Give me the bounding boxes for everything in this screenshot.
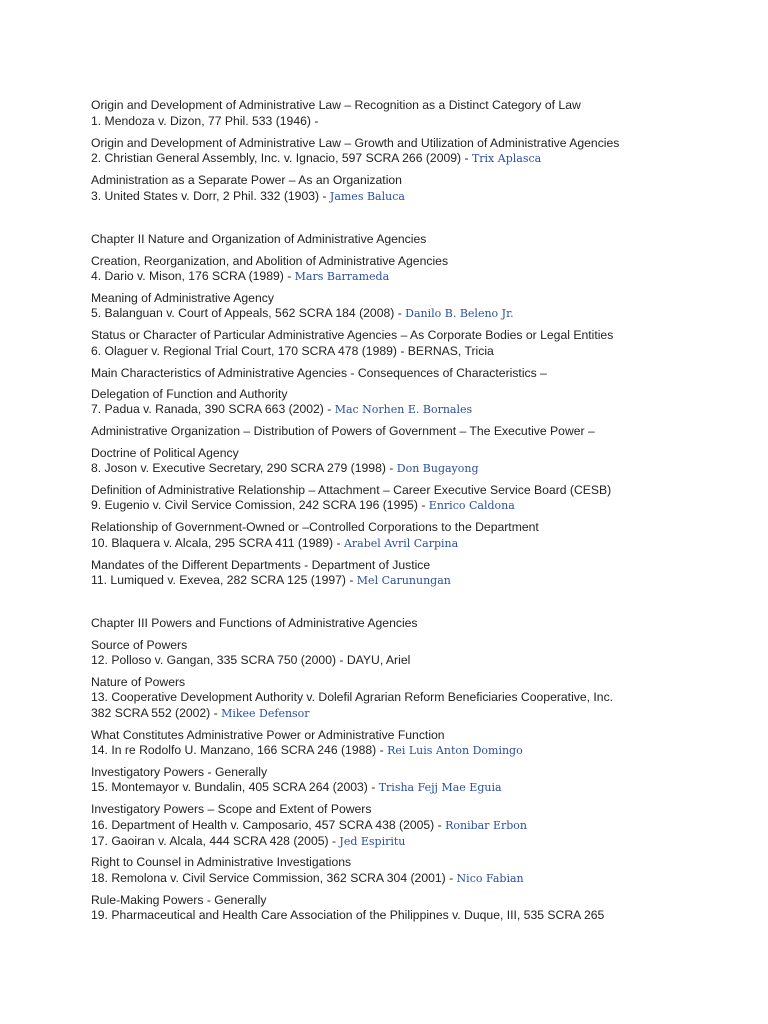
section-heading: Doctrine of Political Agency bbox=[91, 446, 239, 460]
case-entry: 4. Dario v. Mison, 176 SCRA (1989) - Mars Barrameda bbox=[91, 269, 390, 283]
case-entry: 17. Gaoiran v. Alcala, 444 SCRA 428 (2005) - Jed Espiritu bbox=[91, 834, 406, 848]
case-entry: 14. In re Rodolfo U. Manzano, 166 SCRA 246 (1988) - Rei Luis Anton Domingo bbox=[91, 743, 523, 757]
case-entry: 18. Remolona v. Civil Service Commission, 362 SCRA 304 (2001) - Nico Fabian bbox=[91, 871, 524, 885]
assignee-name: Nico Fabian bbox=[456, 872, 524, 885]
section-heading: Investigatory Powers - Generally bbox=[91, 765, 268, 779]
case-entry: 13. Cooperative Development Authority v. Dolefil Agrarian Reform Beneficiaries Cooperative, Inc. bbox=[91, 690, 614, 704]
case-entry: 382 SCRA 552 (2002) - Mikee Defensor bbox=[91, 706, 310, 720]
case-entry: 2. Christian General Assembly, Inc. v. Ignacio, 597 SCRA 266 (2009) - Trix Aplasca bbox=[91, 151, 542, 165]
case-entry: 10. Blaquera v. Alcala, 295 SCRA 411 (1989) - Arabel Avril Carpina bbox=[91, 536, 459, 550]
section-heading: Origin and Development of Administrative Law – Growth and Utilization of Administrative Agencies bbox=[91, 136, 620, 150]
assignee-name: Don Bugayong bbox=[396, 462, 479, 475]
section-heading: Creation, Reorganization, and Abolition of Administrative Agencies bbox=[91, 254, 449, 268]
assignee-name: Mars Barrameda bbox=[294, 270, 390, 283]
section-heading: Mandates of the Different Departments - Department of Justice bbox=[91, 558, 431, 572]
section-heading: Relationship of Government-Owned or –Controlled Corporations to the Department bbox=[91, 520, 539, 534]
assignee-name: James Baluca bbox=[329, 190, 405, 203]
case-entry: 6. Olaguer v. Regional Trial Court, 170 SCRA 478 (1989) - BERNAS, Tricia bbox=[91, 344, 494, 358]
assignee-name: Rei Luis Anton Domingo bbox=[387, 744, 523, 757]
section-heading: Definition of Administrative Relationship – Attachment – Career Executive Service Board (CESB) bbox=[91, 483, 612, 497]
case-entry: 5. Balanguan v. Court of Appeals, 562 SCRA 184 (2008) - Danilo B. Beleno Jr. bbox=[91, 306, 514, 320]
section-heading: Right to Counsel in Administrative Investigations bbox=[91, 855, 352, 869]
case-entry: 12. Polloso v. Gangan, 335 SCRA 750 (2000) - DAYU, Ariel bbox=[91, 653, 411, 667]
section-heading: Administrative Organization – Distribution of Powers of Government – The Executive Power – bbox=[91, 424, 595, 438]
case-entry: 19. Pharmaceutical and Health Care Association of the Philippines v. Duque, III, 535 SCRA 265 bbox=[91, 908, 605, 922]
case-entry: 16. Department of Health v. Camposario, 457 SCRA 438 (2005) - Ronibar Erbon bbox=[91, 818, 527, 832]
case-entry: 7. Padua v. Ranada, 390 SCRA 663 (2002) - Mac Norhen E. Bornales bbox=[91, 402, 473, 416]
assignee-name: Danilo B. Beleno Jr. bbox=[405, 307, 514, 320]
case-entry: 9. Eugenio v. Civil Service Comission, 242 SCRA 196 (1995) - Enrico Caldona bbox=[91, 498, 515, 512]
section-heading: Investigatory Powers – Scope and Extent of Powers bbox=[91, 802, 372, 816]
assignee-name: Ronibar Erbon bbox=[445, 819, 527, 832]
assignee-name: Trisha Fejj Mae Eguia bbox=[378, 781, 502, 794]
section-heading: Administration as a Separate Power – As an Organization bbox=[91, 173, 402, 187]
section-heading: Meaning of Administrative Agency bbox=[91, 291, 274, 305]
assignee-name: Trix Aplasca bbox=[471, 152, 542, 165]
section-heading: Main Characteristics of Administrative Agencies - Consequences of Characteristics – bbox=[91, 366, 547, 380]
section-heading: Source of Powers bbox=[91, 638, 188, 652]
case-entry: 11. Lumiqued v. Exevea, 282 SCRA 125 (1997) - Mel Carunungan bbox=[91, 573, 451, 587]
case-entry: 8. Joson v. Executive Secretary, 290 SCRA 279 (1998) - Don Bugayong bbox=[91, 461, 479, 475]
assignee-name: Mikee Defensor bbox=[221, 707, 310, 720]
assignee-name: Arabel Avril Carpina bbox=[343, 537, 459, 550]
section-heading: Origin and Development of Administrative Law – Recognition as a Distinct Category of Law bbox=[91, 98, 581, 112]
section-heading: Rule-Making Powers - Generally bbox=[91, 893, 267, 907]
section-heading: What Constitutes Administrative Power or Administrative Function bbox=[91, 728, 445, 742]
section-heading: Status or Character of Particular Administrative Agencies – As Corporate Bodies or Legal Entities bbox=[91, 328, 614, 342]
assignee-name: Jed Espiritu bbox=[339, 835, 406, 848]
section-heading: Nature of Powers bbox=[91, 675, 186, 689]
assignee-name: Mel Carunungan bbox=[356, 574, 451, 587]
chapter-heading: Chapter III Powers and Functions of Administrative Agencies bbox=[91, 616, 418, 630]
case-entry: 3. United States v. Dorr, 2 Phil. 332 (1903) - James Baluca bbox=[91, 189, 405, 203]
chapter-heading: Chapter II Nature and Organization of Administrative Agencies bbox=[91, 232, 427, 246]
case-entry: 15. Montemayor v. Bundalin, 405 SCRA 264 (2003) - Trisha Fejj Mae Eguia bbox=[91, 780, 502, 794]
assignee-name: Mac Norhen E. Bornales bbox=[334, 403, 473, 416]
section-heading: Delegation of Function and Authority bbox=[91, 387, 288, 401]
assignee-name: Enrico Caldona bbox=[428, 499, 515, 512]
case-entry: 1. Mendoza v. Dizon, 77 Phil. 533 (1946) - bbox=[91, 114, 319, 128]
